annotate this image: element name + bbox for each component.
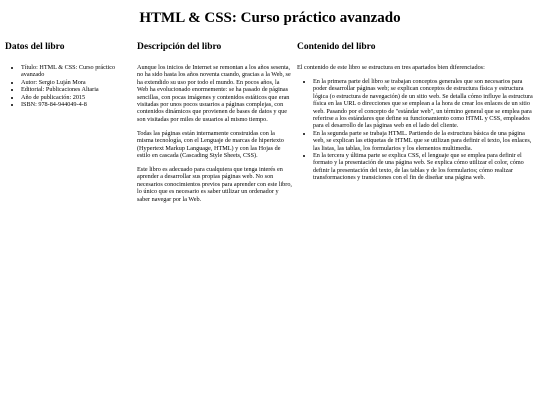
- datos-item-titulo: • Título: HTML & CSS: Curso práctico avanzado: [21, 64, 130, 79]
- datos-item-anio: • Año de publicación: 2015: [21, 94, 130, 101]
- contenido-intro: El contenido de este libro se estructura en tres apartados bien diferenciados:: [297, 64, 485, 71]
- datos-section: [5, 41, 130, 108]
- contenido-list: [297, 78, 537, 182]
- contenido-item: • En la primera parte del libro se trabajan conceptos generales que son necesarios para poder desarrollar páginas web; se explican conceptos de estructura física y estructura lógica (o estructura de navegación) de un sitio web. Se detalla cómo influye la estructura física en las URL o direcciones que se emplean a la hora de crear los enlaces de un sitio web. Pasando por el concepto de "estándar web", un término general que se emplea para referirse a los estándares que define su funcionamiento como HTML y CSS, empleados para el desarrollo de las páginas web en el lado del cliente.: [313, 78, 537, 130]
- contenido-item: • En la tercera y última parte se explica CSS, el lenguaje que se emplea para definir el formato y la presentación de una página web. Se explica cómo utilizar el color, cómo definir la presentación del texto, de las tablas y de los formularios; cómo realizar transformaciones y transiciones con el fin de diseñar una página web.: [313, 152, 537, 182]
- contenido-section: [297, 41, 537, 182]
- datos-item-editorial: • Editorial: Publicaciones Altaria: [21, 86, 130, 93]
- datos-item-autor: • Autor: Sergio Luján Mora: [21, 79, 130, 86]
- descripcion-paragraph: Todas las páginas están internamente construidas con la misma tecnología, con el Lenguaje de marcas de hipertexto (Hypertext Markup Language, HTML) y con las Hojas de estilo en cascada (Cascading Style Sheets, CSS).: [137, 129, 284, 159]
- page-title: HTML & CSS: Curso práctico avanzado: [139, 10, 401, 26]
- datos-heading: Datos del libro: [5, 42, 65, 52]
- descripcion-paragraph: Aunque los inicios de Internet se remontan a los años sesenta, no ha sido hasta los años noventa cuando, gracias a la Web, se ha extendido su uso por todo el mundo. En pocos años, la Web ha evolucionado enormemente: se ha pasado de páginas sencillas, con pocas imágenes y contenidos estáticos que eran visitadas por unos pocos usuarios a páginas complejas, con contenidos dinámicos que provienen de bases de datos y que son visitadas por miles de usuarios al mismo tiempo.: [137, 64, 291, 123]
- contenido-heading: Contenido del libro: [297, 42, 376, 52]
- contenido-item: • En la segunda parte se trabaja HTML. Partiendo de la estructura básica de una página web, se explican las etiquetas de HTML que se utilizan para definir el texto, los enlaces, las listas, las tablas, los formularios y los elementos multimedia.: [313, 130, 537, 152]
- descripcion-paragraph: Este libro es adecuado para cualquiera que tenga interés en aprender a desarrollar sus propias páginas web. No son necesarios conocimientos previos para aprender con este libro, lo único que es necesario es saber utilizar un ordenador y saber navegar por la Web.: [137, 165, 292, 203]
- descripcion-heading: Descripción del libro: [137, 42, 222, 52]
- descripcion-section: [137, 41, 292, 209]
- datos-item-isbn: • ISBN: 978-84-944049-4-8: [21, 101, 130, 108]
- datos-list: [5, 64, 130, 108]
